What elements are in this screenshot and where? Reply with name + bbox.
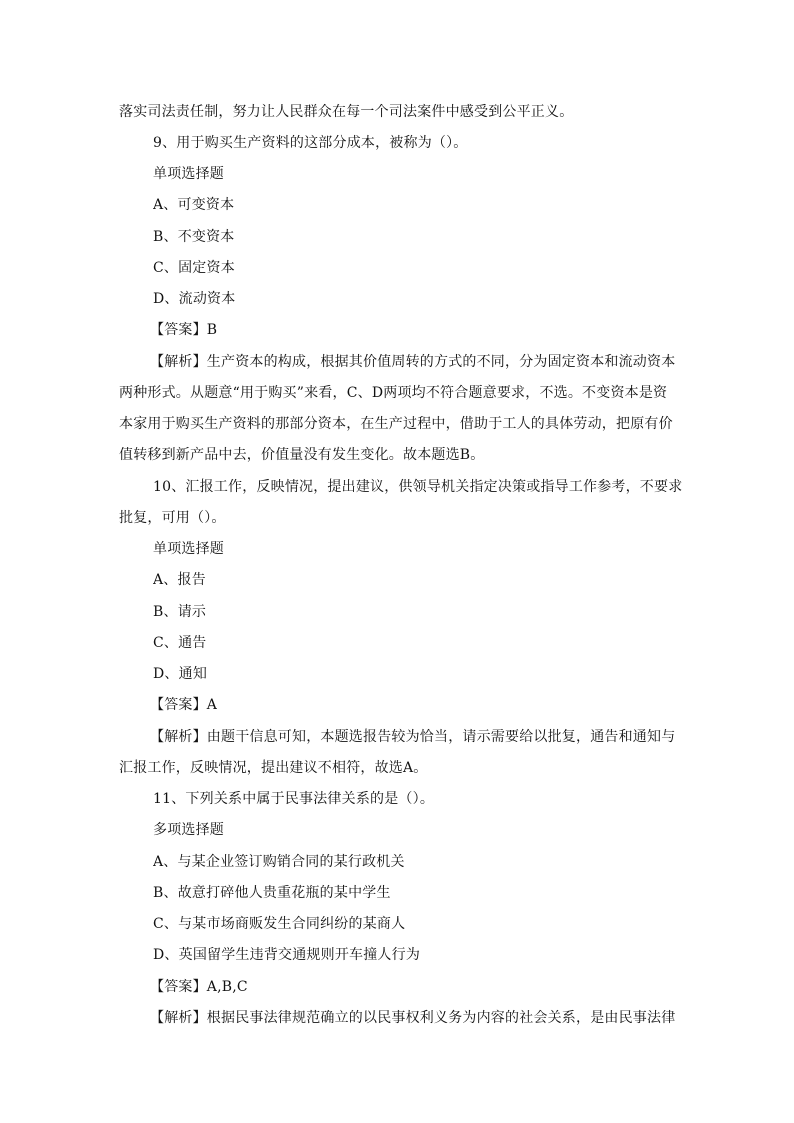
analysis-line: 两种形式。从题意“用于购买”来看，C、D两项均不符合题意要求，不选。不变资本是资	[119, 385, 668, 401]
option-c: C、通告	[153, 635, 207, 651]
answer: 【答案】A	[150, 697, 218, 713]
option-d: D、通知	[153, 666, 208, 682]
analysis-line: 汇报工作，反映情况，提出建议不相符，故选A。	[119, 760, 428, 776]
question-type: 单项选择题	[153, 166, 224, 182]
option-c: C、与某市场商贩发生合同纠纷的某商人	[153, 916, 406, 932]
option-c: C、固定资本	[153, 260, 235, 276]
option-a: A、可变资本	[153, 197, 235, 213]
answer: 【答案】B	[150, 322, 218, 338]
option-a: A、与某企业签订购销合同的某行政机关	[153, 854, 405, 870]
analysis-line: 本家用于购买生产资料的那部分资本，在生产过程中，借助于工人的具体劳动，把原有价	[119, 416, 673, 432]
question-11: 11、下列关系中属于民事法律关系的是（）。	[153, 791, 435, 807]
option-b: B、故意打碎他人贵重花瓶的某中学生	[153, 885, 391, 901]
option-b: B、请示	[153, 604, 207, 620]
option-b: B、不变资本	[153, 229, 235, 245]
option-d: D、流动资本	[153, 291, 236, 307]
analysis-line: 【解析】根据民事法律规范确立的以民事权利义务为内容的社会关系，是由民事法律	[150, 1010, 676, 1026]
question-10: 10、汇报工作，反映情况，提出建议，供领导机关指定决策或指导工作参考，不要求	[153, 479, 683, 495]
question-type: 单项选择题	[153, 541, 224, 557]
option-a: A、报告	[153, 572, 206, 588]
paragraph-line: 落实司法责任制，努力让人民群众在每一个司法案件中感受到公平正义。	[119, 104, 574, 120]
option-d: D、英国留学生违背交通规则开车撞人行为	[153, 947, 421, 963]
analysis-line: 值转移到新产品中去，价值量没有发生变化。故本题选B。	[119, 447, 485, 463]
analysis-line: 【解析】由题干信息可知，本题选报告较为恰当，请示需要给以批复，通告和通知与	[150, 729, 676, 745]
analysis-line: 【解析】生产资本的构成，根据其价值周转的方式的不同，分为固定资本和流动资本	[150, 354, 676, 370]
question-10-cont: 批复，可用（）。	[119, 510, 226, 526]
question-9: 9、用于购买生产资料的这部分成本，被称为（）。	[153, 135, 468, 151]
question-type: 多项选择题	[153, 822, 224, 838]
answer: 【答案】A,B,C	[150, 979, 248, 995]
